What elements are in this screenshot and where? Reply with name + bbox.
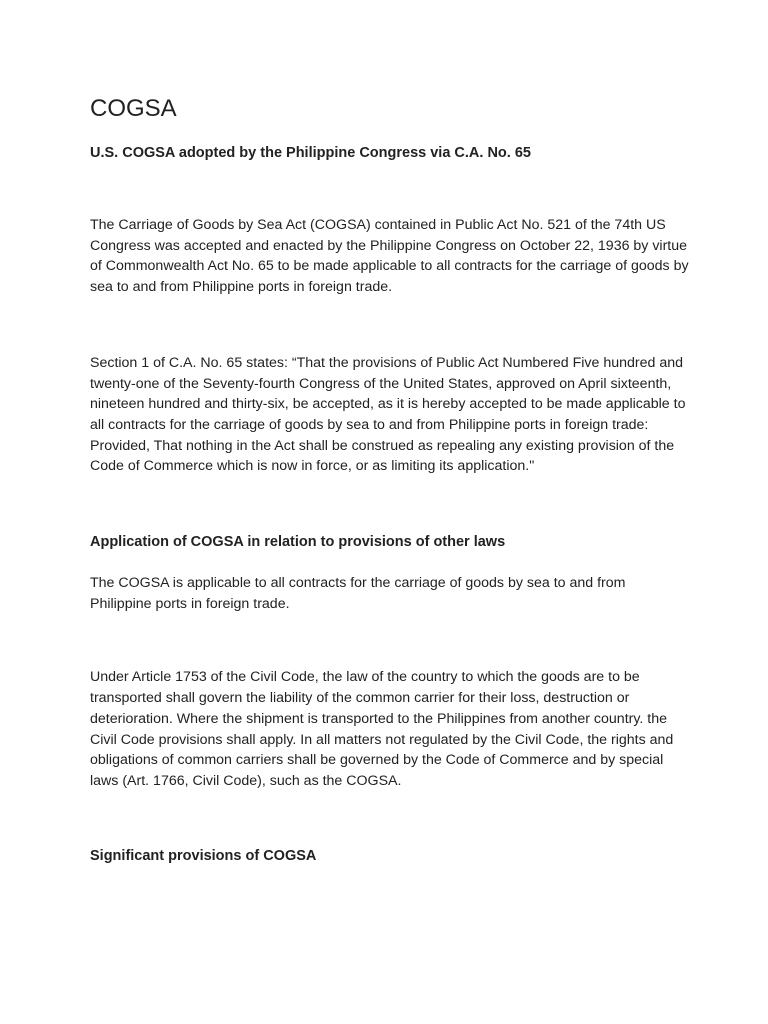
document-title: COGSA [90, 95, 177, 122]
section-heading-application: Application of COGSA in relation to provisions of other laws [90, 534, 506, 551]
paragraph-cogsa-enactment: The Carriage of Goods by Sea Act (COGSA) contained in Public Act No. 521 of the 74th US Congress was accepted and enacted by the Philippine Congress on October 22, 1936 by virtue of Commonwealth Act No. 65 to be made applicable to all contracts for the carriage of goods by sea to and from Philippine ports in foreign trade. [90, 217, 689, 296]
section-heading-significant-provisions: Significant provisions of COGSA [90, 847, 317, 864]
document-body [90, 94, 690, 866]
paragraph-applicability: The COGSA is applicable to all contracts for the carriage of goods by sea to and from Philippine ports in foreign trade. [90, 575, 626, 612]
document-subtitle: U.S. COGSA adopted by the Philippine Congress via C.A. No. 65 [90, 145, 531, 161]
paragraph-civil-code: Under Article 1753 of the Civil Code, the law of the country to which the goods are to be transported shall govern the liability of the common carrier for their loss, destruction or deterioration. Where the shipment is transported to the Philippines from another country. the Civil Code provisions shall apply. In all matters not regulated by the Civil Code, the rights and obligations of common carriers shall be governed by the Code of Commerce and by special laws (Art. 1766, Civil Code), such as the COGSA. [90, 669, 674, 789]
paragraph-section-1: Section 1 of C.A. No. 65 states: “That the provisions of Public Act Numbered Five hundred and twenty-one of the Seventy-fourth Congress of the United States, approved on April sixteenth, nineteen hundred and thirty-six, be accepted, as it is hereby accepted to be made applicable to all contracts for the carriage of goods by sea to and from Philippine ports in foreign trade: Provided, That nothing in the Act shall be construed as repealing any existing provision of the Code of Commerce which is now in force, or as limiting its application." [90, 354, 686, 475]
